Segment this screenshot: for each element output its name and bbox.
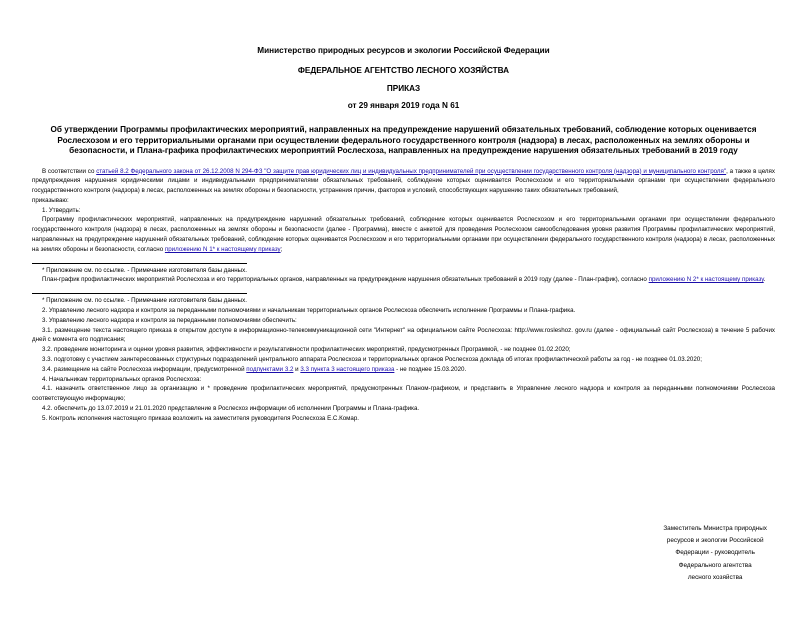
doc-type-heading: ПРИКАЗ (386, 84, 421, 93)
item-3-4-text-end: - не позднее 15.03.2020. (394, 365, 467, 373)
plan-text: План-график профилактических мероприятий Рослесхоза и его территориальных органов, направленных на предупреждение нарушения обязательных требований в 2019 году (далее - План-график), согласно (42, 276, 649, 284)
document-page (0, 46, 807, 617)
signature-line: ресурсов и экологии Российской (666, 537, 764, 545)
item-3: 3. Управлению лесного надзора и контроля за переданными полномочиями обеспечить: (42, 316, 297, 324)
item-1-program-paragraph (32, 215, 775, 254)
item-4: 4. Начальникам территориальных органов Рослесхоза: (42, 375, 202, 383)
footnote-divider (32, 263, 247, 264)
item-3-3: 3.3. подготовку с участием заинтересованных структурных подразделений центрального аппарата Рослесхоза и территориальных органов Рослесхоза доклада об итогах профилактической работы за год - не позднее 01.03.2020; (42, 356, 702, 364)
date-number-heading: от 29 января 2019 года N 61 (347, 101, 460, 110)
item-1-plan-paragraph (32, 275, 775, 285)
item-2: 2. Управлению лесного надзора и контроля за переданными полномочиями и начальникам территориальных органов Рослесхоза обеспечить исполнение Программы и Плана-графика. (42, 307, 576, 315)
order-word: приказываю: (32, 196, 69, 204)
item-1: 1. Утвердить: (42, 206, 81, 214)
item-3-4-text-start: 3.4. размещение на сайте Рослесхоза информации, предусмотренной (42, 365, 247, 373)
footnote-1: * Приложение см. по ссылке. - Примечание изготовителя базы данных. (42, 266, 247, 274)
item-4-2: 4.2. обеспечить до 13.07.2019 и 21.01.2020 представление в Рослесхоз информации об исполнении Программы и Плана-графика. (42, 405, 420, 413)
agency-heading: ФЕДЕРАЛЬНОЕ АГЕНТСТВО ЛЕСНОГО ХОЗЯЙСТВА (297, 66, 510, 75)
preamble-text-end: , а также в целях предупреждения нарушения юридическими лицами и индивидуальными предпринимателями обязательных требований, соблюдение которых оценивается Рослесхозом и его территориальными органами при осуществлении федерального государственного контроля (надзора) в лесах, расположенных на землях обороны и безопасности, устранения причин, факторов и условий, способствующих нарушению таких обязательных требований, (32, 167, 775, 195)
program-text: Программу профилактических мероприятий, направленных на предупреждение нарушений обязательных требований, соблюдение которых оценивается Рослесхозом и его территориальными органами при осуществлении федерального государственного контроля (надзора) в лесах, расположенных на землях обороны и безопасности (далее - Программа), вместе с анкетой для проведения Рослесхозом самообследования уровня развития Программы профилактических мероприятий, направленных на предупреждение нарушений обязательных требований, соблюдение которых оценивается Рослесхозом и его территориальными органами при осуществлении федерального государственного контроля (надзора) в лесах, расположенных на землях обороны и безопасности, согласно (32, 216, 775, 253)
item-3-1: 3.1. размещение текста настоящего приказа в открытом доступе в информационно-телекоммуникационной сети "Интернет" на официальном сайте Рослесхоза: http://www.rosleshoz. gov.ru (далее - официальный сайт Рослесхоза) в течение 5 рабочих дней с момента его подписания; (32, 326, 775, 344)
signature-block (663, 523, 767, 584)
subitem-3-2-link[interactable]: подпунктами 3.2 (246, 365, 294, 373)
signature-line: Федерации - руководитель (675, 549, 755, 557)
appendix-2-link[interactable]: приложению N 2* к настоящему приказу (648, 276, 764, 284)
item-3-4-text-mid: и (293, 365, 301, 373)
item-5: 5. Контроль исполнения настоящего приказа возложить на заместителя руководителя Рослесхоза Е.С.Комар. (42, 414, 360, 422)
item-3-2: 3.2. проведение мониторинга и оценки уровня развития, эффективности и результативности профилактических мероприятий, предусмотренных Программой, - не позднее 01.02.2020; (42, 346, 571, 354)
appendix-1-link[interactable]: приложению N 1* к настоящему приказу (164, 245, 281, 253)
ministry-heading: Министерство природных ресурсов и экологии Российской Федерации (257, 46, 550, 55)
program-text-end: ; (280, 245, 283, 253)
preamble-text-start: В соответствии со (42, 167, 97, 175)
subitem-3-3-link[interactable]: 3.3 пункта 3 настоящего приказа (300, 365, 395, 373)
signature-line: Федерального агентства (678, 561, 752, 569)
federal-law-link[interactable]: статьей 8.2 Федерального закона от 26.12.2008 N 294-ФЗ "О защите прав юридических лиц и индивидуальных предпринимателей при осуществлении государственного контроля (надзора) и муниципального контроля" (96, 167, 727, 175)
footnote-2: * Приложение см. по ссылке. - Примечание изготовителя базы данных. (42, 297, 247, 305)
signature-line: лесного хозяйства (687, 573, 743, 581)
footnote-divider (32, 293, 247, 294)
document-body (32, 167, 775, 424)
item-3-4 (32, 365, 775, 375)
document-title: Об утверждении Программы профилактических мероприятий, направленных на предупреждение нарушений обязательных требований, соблюдение которых оценивается Рослесхозом и его территориальными органами при осуществлении федерального государственного контроля (надзора) в лесах, расположенных на землях обороны и безопасности, и Плана-графика профилактических мероприятий Рослесхоза, направленных на предупреждение нарушения обязательных требований в 2019 году (50, 125, 757, 155)
preamble-paragraph (32, 167, 775, 196)
signature-line: Заместитель Министра природных (663, 525, 767, 532)
plan-text-end: . (763, 276, 766, 284)
item-4-1: 4.1. назначить ответственное лицо за организацию и * проведение профилактических мероприятий, предусмотренных Планом-графиком, и представить в Управление лесного надзора и контроля за переданными полномочиями Рослесхоза соответствующую информацию; (32, 385, 775, 403)
